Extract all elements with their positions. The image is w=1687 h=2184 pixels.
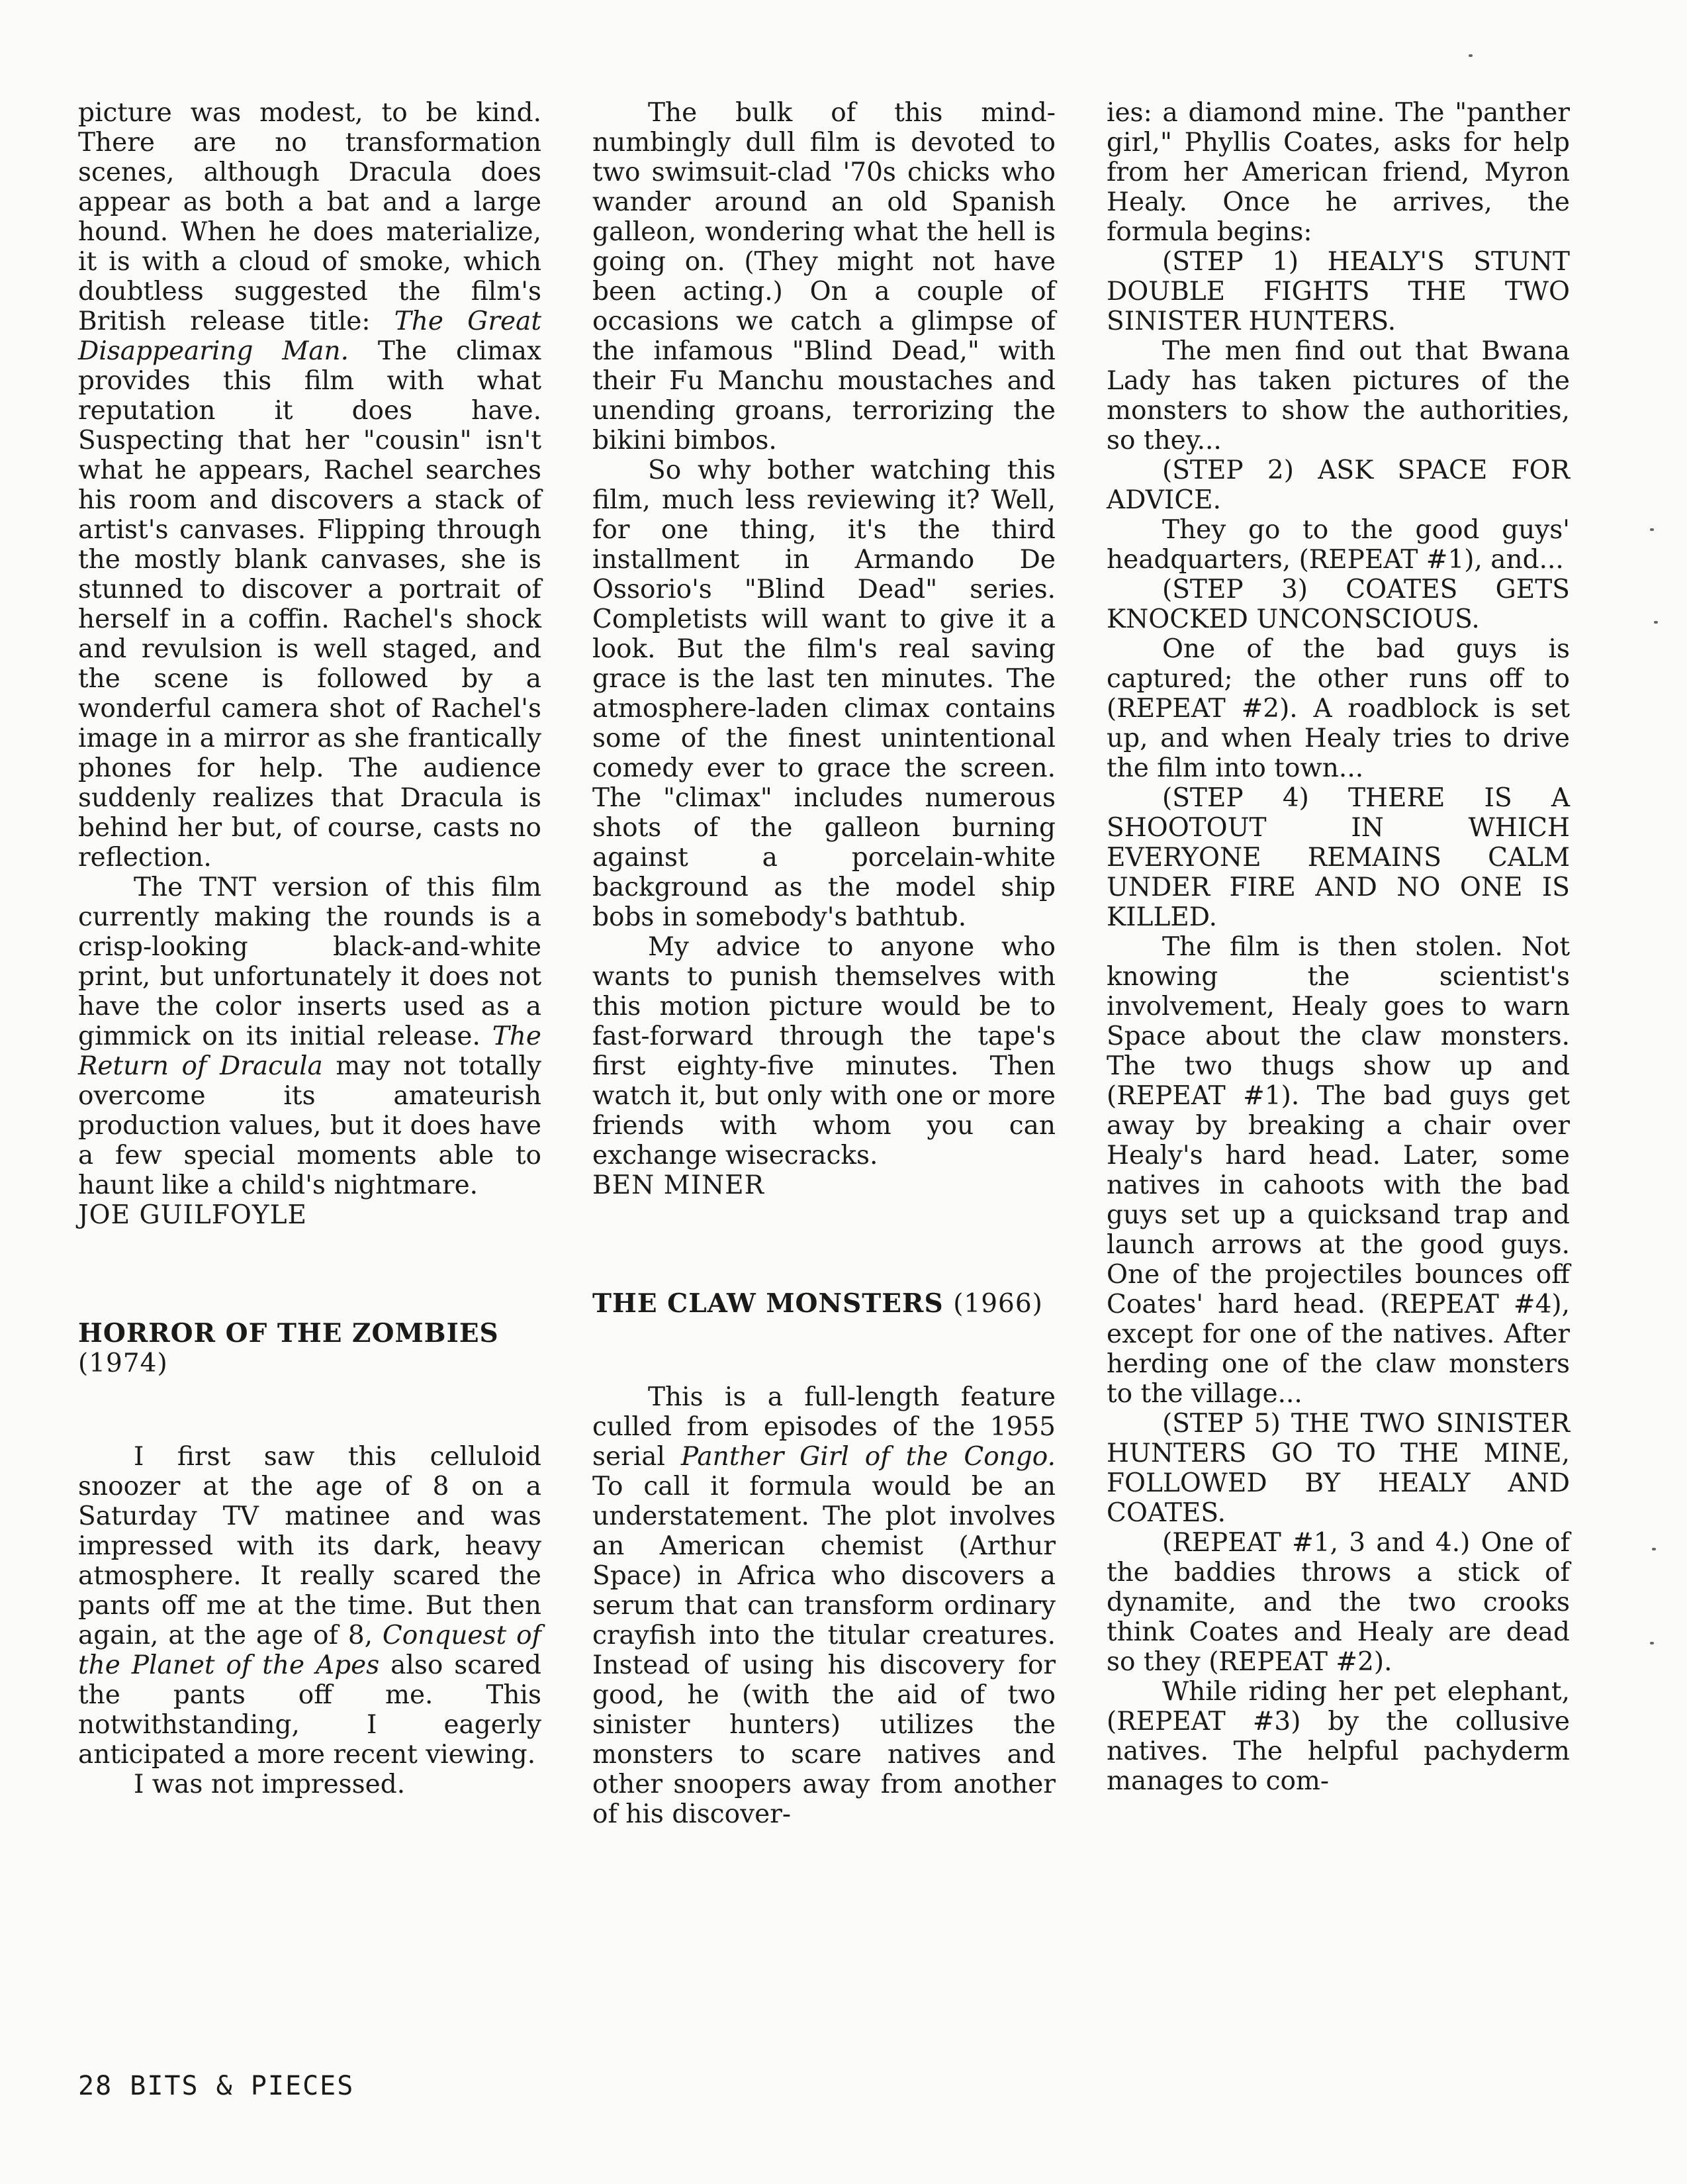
- paragraph: [78, 98, 541, 873]
- scan-speck: [1650, 528, 1654, 531]
- paragraph: [78, 1442, 541, 1770]
- paragraph: My advice to anyone who wants to punish themselves with this motion picture would be to fast-forward through the tape's first eighty-five minutes. Then watch it, but only with one or more friends with whom you can exchange wisecracks.: [592, 932, 1056, 1170]
- film-title: The Great Disappearing Man.: [78, 307, 541, 366]
- film-title: Panther Girl of the Congo.: [680, 1442, 1056, 1472]
- review-heading: [592, 1289, 1056, 1319]
- page-footer: 28 BITS & PIECES: [78, 2071, 355, 2101]
- paragraph: I was not impressed.: [134, 1770, 406, 1799]
- step-line: (STEP 4) THERE IS A SHOOTOUT IN WHICH EVERYONE REMAINS CALM UNDER FIRE AND NO ONE IS KILLED.: [1107, 783, 1570, 932]
- paragraph: They go to the good guys' headquarters, (REPEAT #1), and...: [1107, 515, 1570, 575]
- step-line: (STEP 1) HEALY'S STUNT DOUBLE FIGHTS THE TWO SINISTER HUNTERS.: [1107, 247, 1570, 336]
- step-line: (STEP 5) THE TWO SINISTER HUNTERS GO TO THE MINE, FOLLOWED BY HEALY AND COATES.: [1107, 1409, 1570, 1528]
- heading-title: THE CLAW MONSTERS: [592, 1288, 944, 1319]
- heading-year: (1966): [953, 1289, 1043, 1319]
- scan-speck: [1469, 54, 1473, 57]
- film-title: Conquest of the Planet of the Apes: [78, 1621, 541, 1680]
- paragraph: [592, 1382, 1056, 1829]
- text: I first saw this celluloid snoozer at the age of 8 on a Saturday TV matinee and was impressed with its dark, heavy atmosphere. It really scared the pants off me at the time. But then again, at the age of 8,: [78, 1442, 541, 1650]
- review-heading: [78, 1319, 541, 1378]
- paragraph: (REPEAT #1, 3 and 4.) One of the baddies throws a stick of dynamite, and the two crooks think Coates and Healy are dead so they (REPEAT #2).: [1107, 1528, 1570, 1677]
- review-signature: BEN MINER: [592, 1170, 764, 1200]
- paragraph: ies: a diamond mine. The "panther girl," Phyllis Coates, asks for help from her American friend, Myron Healy. Once he arrives, the formula begins:: [1107, 98, 1570, 247]
- heading-year: (1974): [78, 1349, 168, 1378]
- text: The TNT version of this film currently making the rounds is a crisp-looking black-and-white print, but unfortunately it does not have the color inserts used as a gimmick on its initial release.: [78, 873, 541, 1051]
- step-line: (STEP 3) COATES GETS KNOCKED UNCONSCIOUS.: [1107, 575, 1570, 634]
- heading-title: HORROR OF THE ZOMBIES: [78, 1318, 499, 1349]
- text: may not totally overcome its amateurish production values, but it does have a few special moments able to haunt like a child's nightmare.: [78, 1051, 541, 1200]
- text: This is a full-length feature culled from episodes of the 1955 serial: [592, 1382, 1056, 1472]
- paragraph: One of the bad guys is captured; the other runs off to (REPEAT #2). A roadblock is set up, and when Healy tries to drive the film into town...: [1107, 634, 1570, 783]
- film-title: The Return of Dracula: [78, 1021, 541, 1081]
- paragraph: While riding her pet elephant, (REPEAT #3) by the collusive natives. The helpful pachyderm manages to com-: [1107, 1677, 1570, 1796]
- scan-speck: [1650, 1642, 1654, 1644]
- paragraph: The men find out that Bwana Lady has taken pictures of the monsters to show the authorities, so they...: [1107, 336, 1570, 455]
- paragraph: So why bother watching this film, much less reviewing it? Well, for one thing, it's the third installment in Armando De Ossorio's "Blind Dead" series. Completists will want to give it a look. But the film's real saving grace is the last ten minutes. The atmosphere-laden climax contains some of the finest unintentional comedy ever to grace the screen. The "climax" includes numerous shots of the galleon burning against a porcelain-white background as the model ship bobs in somebody's bathtub.: [592, 455, 1056, 932]
- text: picture was modest, to be kind. There are no transformation scenes, although Dracula does appear as both a bat and a large hound. When he does materialize, it is with a cloud of smoke, which doubtless suggested the film's British release title:: [78, 98, 541, 336]
- column-2: [592, 98, 1056, 1829]
- text: To call it formula would be an understatement. The plot involves an American chemist (Arthur Space) in Africa who discovers a serum that can transform ordinary crayfish into the titular creatures. Instead of using his discovery for good, he (with the aid of two sinister hunters) utilizes the monsters to scare natives and other snoopers away from another of his discover-: [592, 1472, 1056, 1829]
- scan-speck: [1654, 621, 1658, 624]
- paragraph: The bulk of this mind-numbingly dull film is devoted to two swimsuit-clad '70s chicks who wander around an old Spanish galleon, wondering what the hell is going on. (They might not have been acting.) On a couple of occasions we catch a glimpse of the infamous "Blind Dead," with their Fu Manchu moustaches and unending groans, terrorizing the bikini bimbos.: [592, 98, 1056, 455]
- scan-speck: [1652, 1548, 1656, 1550]
- paragraph: [78, 873, 541, 1200]
- column-1: [78, 98, 541, 1799]
- review-signature: JOE GUILFOYLE: [78, 1200, 307, 1230]
- step-line: (STEP 2) ASK SPACE FOR ADVICE.: [1107, 455, 1570, 515]
- text: The climax provides this film with what reputation it does have. Suspecting that her "cousin" isn't what he appears, Rachel searches his room and discovers a stack of artist's canvases. Flipping through the mostly blank canvases, she is stunned to discover a portrait of herself in a coffin. Rachel's shock and revulsion is well staged, and the scene is followed by a wonderful camera shot of Rachel's image in a mirror as she frantically phones for help. The audience suddenly realizes that Dracula is behind her but, of course, casts no reflection.: [78, 336, 541, 873]
- paragraph: The film is then stolen. Not knowing the scientist's involvement, Healy goes to warn Space about the claw monsters. The two thugs show up and (REPEAT #1). The bad guys get away by breaking a chair over Healy's hard head. Later, some natives in cahoots with the bad guys set up a quicksand trap and launch arrows at the good guys. One of the projectiles bounces off Coates' hard head. (REPEAT #4), except for one of the natives. After herding one of the claw monsters to the village...: [1107, 932, 1570, 1409]
- text: also scared the pants off me. This notwithstanding, I eagerly anticipated a more recent viewing.: [78, 1650, 542, 1770]
- column-3: [1107, 98, 1570, 1796]
